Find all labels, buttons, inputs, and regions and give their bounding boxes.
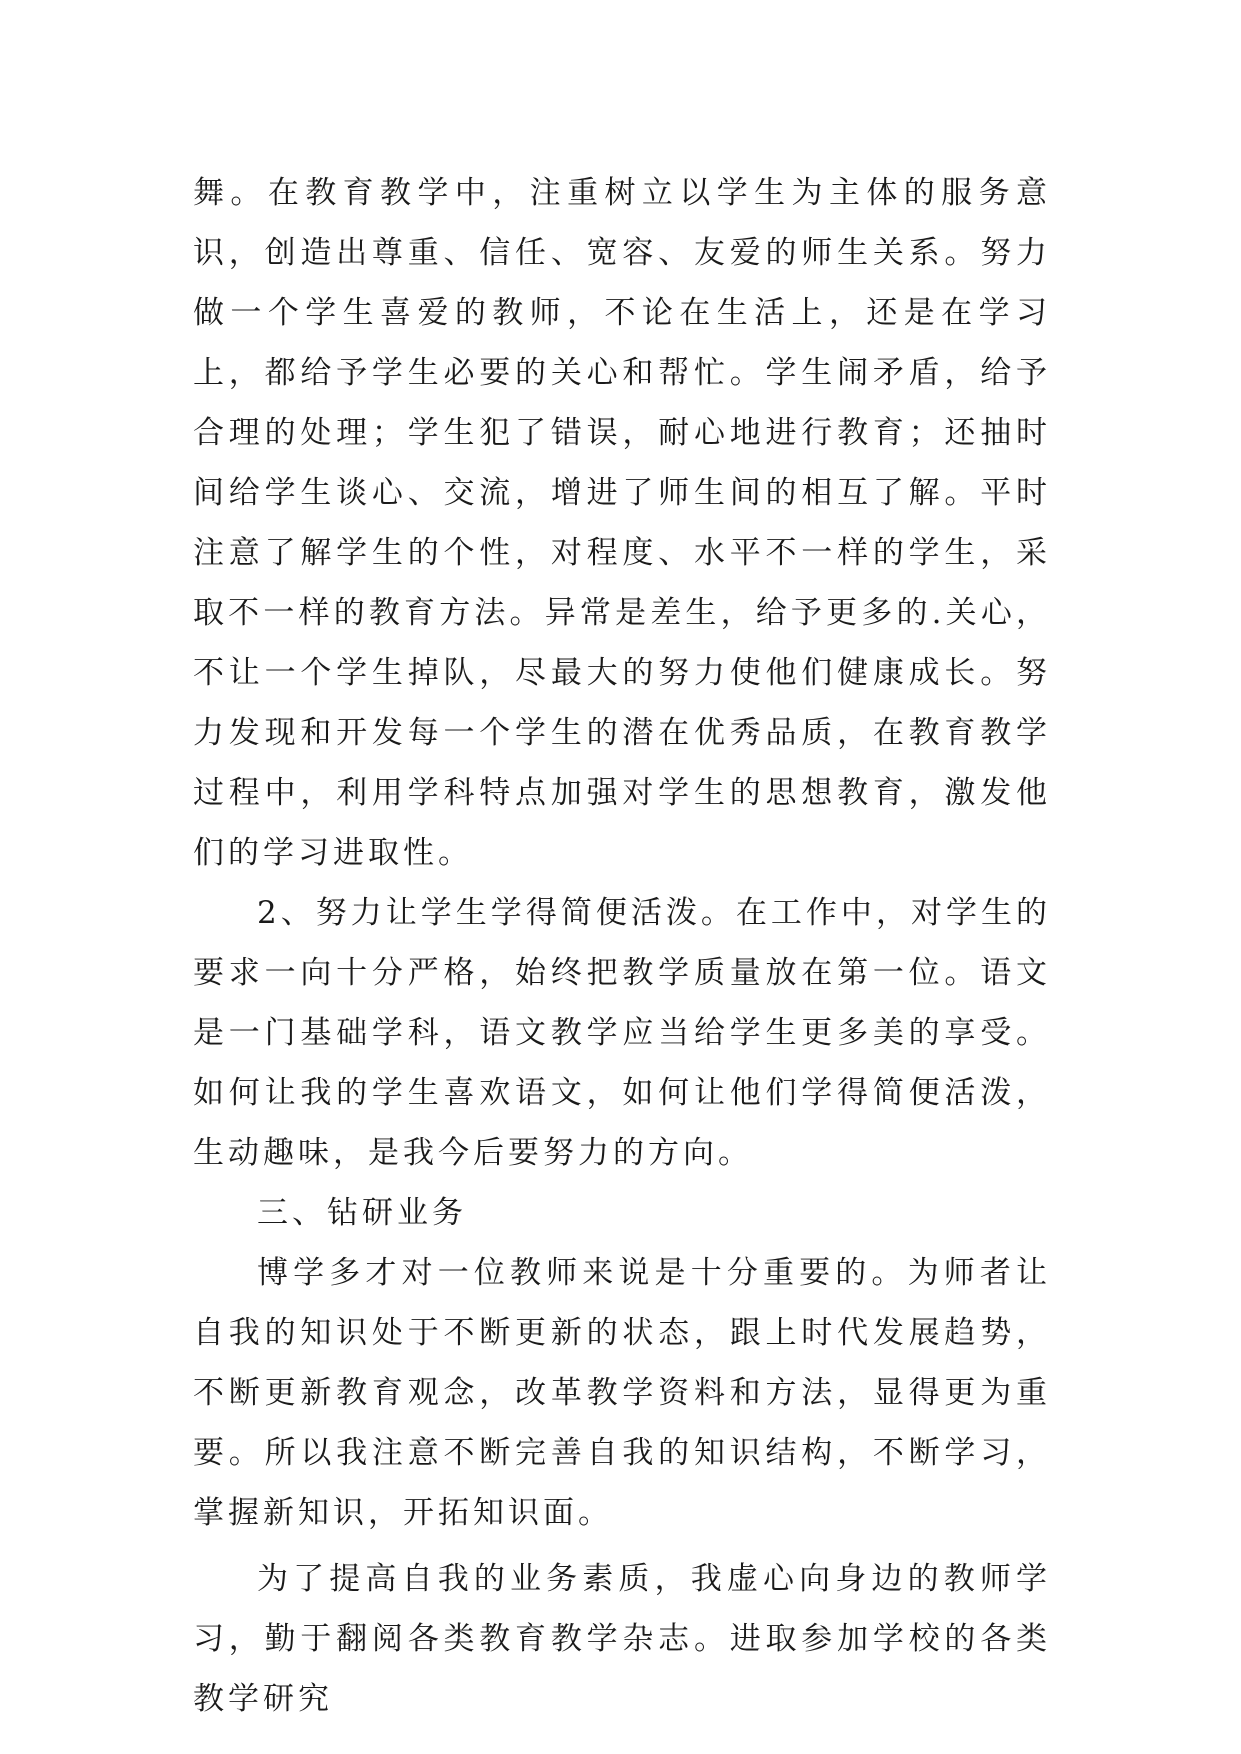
- paragraph-point-2: 2、努力让学生学得简便活泼。在工作中，对学生的要求一向十分严格，始终把教学质量放在第一位。语文是一门基础学科，语文教学应当给学生更多美的享受。如何让我的学生喜欢语文，如何让他们学得简便活泼，生动趣味，是我今后要努力的方向。: [193, 895, 1051, 1171]
- paragraph-study: 博学多才对一位教师来说是十分重要的。为师者让自我的知识处于不断更新的状态，跟上时代发展趋势，不断更新教育观念，改革教学资料和方法，显得更为重要。所以我注意不断完善自我的知识结构，不断学习，掌握新知识，开拓知识面。: [193, 1255, 1051, 1531]
- paragraph-continuation: 舞。在教育教学中，注重树立以学生为主体的服务意识，创造出尊重、信任、宽容、友爱的师生关系。努力做一个学生喜爱的教师，不论在生活上，还是在学习上，都给予学生必要的关心和帮忙。学生闹矛盾，给予合理的处理；学生犯了错误，耐心地进行教育；还抽时间给学生谈心、交流，增进了师生间的相互了解。平时注意了解学生的个性，对程度、水平不一样的学生，采取不一样的教育方法。异常是差生，给予更多的.关心，不让一个学生掉队，尽最大的努力使他们健康成长。努力发现和开发每一个学生的潜在优秀品质，在教育教学过程中，利用学科特点加强对学生的思想教育，激发他们的学习进取性。: [193, 175, 1051, 871]
- body-text: [193, 163, 1051, 1729]
- section-heading: 三、钻研业务: [257, 1195, 467, 1231]
- paragraph-improve: 为了提高自我的业务素质，我虚心向身边的教师学习，勤于翻阅各类教育教学杂志。进取参加学校的各类教学研究: [193, 1561, 1051, 1717]
